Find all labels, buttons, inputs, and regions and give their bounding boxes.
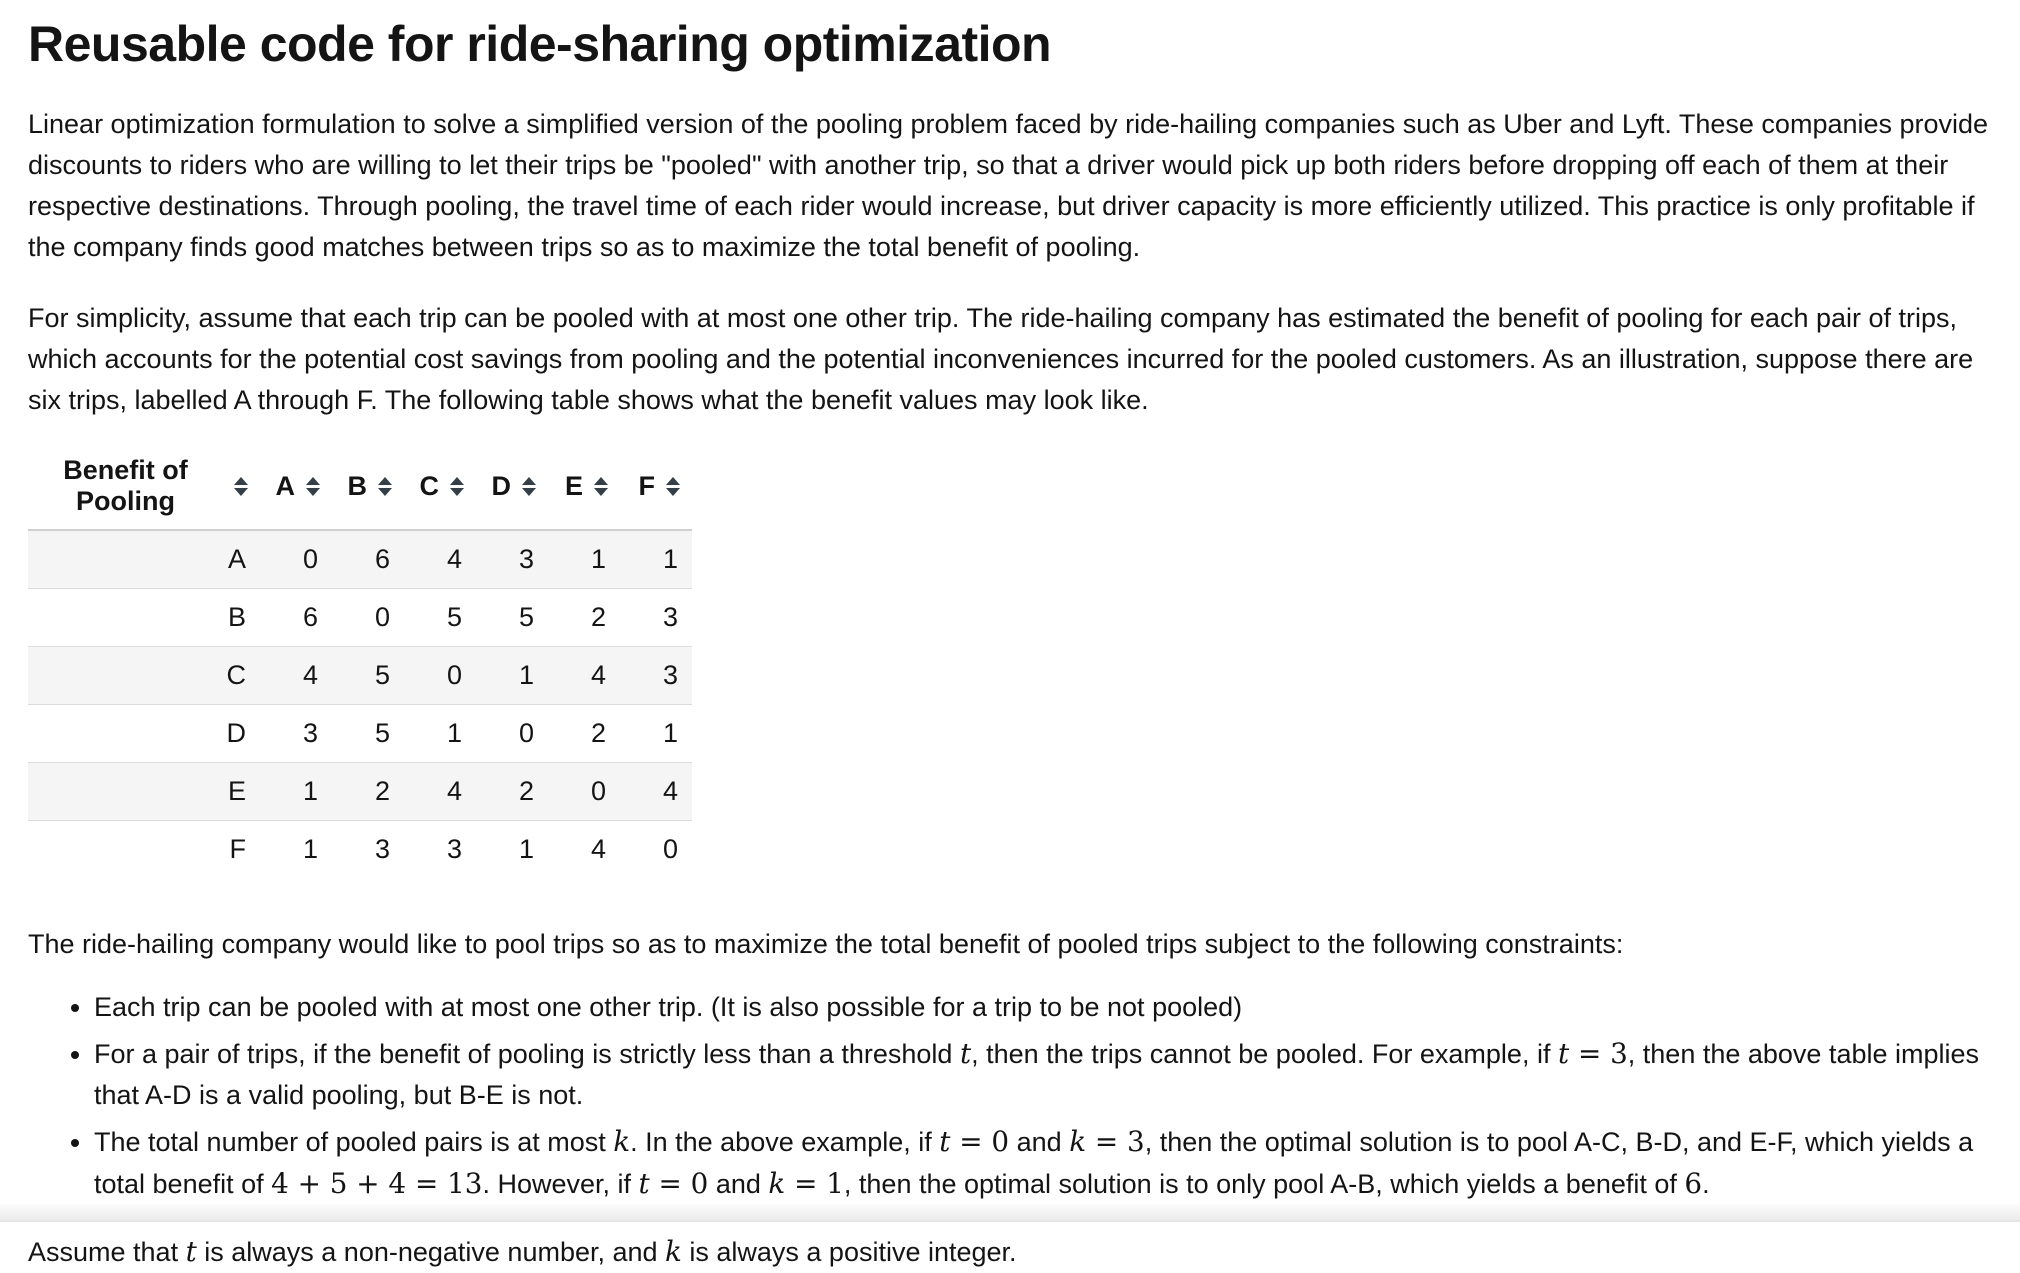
column-label: E <box>564 470 583 501</box>
sort-updown-icon[interactable] <box>450 477 464 496</box>
row-label: B <box>28 589 260 647</box>
text-segment: . In the above example, if <box>630 1127 940 1157</box>
math-expression: 6 <box>1684 1167 1703 1200</box>
table-cell: 3 <box>620 589 692 647</box>
column-header-e[interactable] <box>548 451 620 530</box>
column-label: D <box>491 470 511 501</box>
constraint-item-pair-limit <box>94 1121 1992 1205</box>
sort-updown-icon[interactable] <box>306 477 320 496</box>
text-segment: , then the above table implies that A-D is a valid pooling, but B-E is not. <box>94 1039 1980 1110</box>
math-var-k: k <box>1069 1125 1087 1158</box>
sort-updown-icon[interactable] <box>522 477 536 496</box>
table-corner-label: Benefit of Pooling <box>63 455 188 516</box>
setup-paragraph: For simplicity, assume that each trip can be pooled with at most one other trip. The ride-hailing company has estimated the benefit of pooling for each pair of trips, which accounts for the potential cost savings from pooling and the potential inconveniences incurred for the pooled customers. As an illustration, suppose there are six trips, labelled A through F. The following table shows what the benefit values may look like. <box>28 303 1974 415</box>
intro-paragraph: Linear optimization formulation to solve a simplified version of the pooling problem faced by ride-hailing companies such as Uber and Lyft. These companies provide discounts to riders who are willing to let their trips be "pooled" with another trip, so that a driver would pick up both riders before dropping off each of them at their respective destinations. Through pooling, the travel time of each rider would increase, but driver capacity is more efficiently utilized. This practice is only profitable if the company finds good matches between trips so as to maximize the total benefit of pooling. <box>28 109 1989 262</box>
math-var-t: t <box>1557 1037 1570 1070</box>
math-expression: = 1 <box>785 1167 844 1200</box>
column-header-benefit-of-pooling[interactable] <box>28 451 260 530</box>
text-segment: For a pair of trips, if the benefit of pooling is strictly less than a threshold <box>94 1039 960 1069</box>
table-cell: 3 <box>518 544 534 574</box>
math-expression: = 0 <box>649 1167 709 1200</box>
math-var-k: k <box>613 1125 631 1158</box>
table-cell: 0 <box>476 705 548 763</box>
column-header-b[interactable] <box>332 451 404 530</box>
problem-statement-page <box>0 14 2020 1273</box>
math-var-t: t <box>939 1125 951 1158</box>
table-cell: 2 <box>548 705 620 763</box>
table-cell: 1 <box>476 647 548 705</box>
sort-updown-icon[interactable] <box>594 477 608 496</box>
row-label: F <box>28 821 260 879</box>
table-cell: 4 <box>404 763 476 821</box>
table-cell: 4 <box>620 763 692 821</box>
table-cell: 6 <box>374 544 390 574</box>
text-segment: and <box>708 1169 769 1199</box>
table-cell: 0 <box>404 647 476 705</box>
table-cell: 3 <box>332 821 404 879</box>
constraints-list <box>28 987 1992 1205</box>
text-segment: Each trip can be pooled with at most one other trip. (It is also possible for a trip to be not pooled) <box>94 992 1243 1022</box>
table-cell: 6 <box>260 589 332 647</box>
column-header-d[interactable] <box>476 451 548 530</box>
math-expression: 4 + 5 + 4 = 13 <box>271 1167 483 1200</box>
math-var-k: k <box>768 1167 786 1200</box>
table-cell: 1 <box>620 705 692 763</box>
text-segment: is always a positive integer. <box>681 1237 1017 1267</box>
table-cell: 5 <box>332 647 404 705</box>
bottom-scroll-edge <box>0 1204 2020 1222</box>
row-label: C <box>28 647 260 705</box>
table-row-b <box>28 589 692 647</box>
table-cell: 1 <box>260 821 332 879</box>
column-label: B <box>347 470 367 501</box>
column-label: F <box>638 470 655 501</box>
row-label: A <box>227 544 246 574</box>
constraint-item-at-most-one <box>94 987 1992 1028</box>
row-label: E <box>28 763 260 821</box>
constraint-item-threshold <box>94 1033 1992 1116</box>
table-cell: 1 <box>260 763 332 821</box>
text-segment: Assume that <box>28 1237 186 1267</box>
sort-updown-icon[interactable] <box>666 477 680 496</box>
math-var-t: t <box>185 1235 197 1268</box>
table-cell: 3 <box>404 821 476 879</box>
math-expression: = 0 <box>950 1125 1010 1158</box>
table-row-f <box>28 821 692 879</box>
sort-updown-icon[interactable] <box>378 477 392 496</box>
text-segment: , then the optimal solution is to only pool A-B, which yields a benefit of <box>843 1169 1685 1199</box>
math-var-t: t <box>638 1167 650 1200</box>
table-header-row <box>28 451 692 530</box>
table-row-a <box>28 530 692 589</box>
table-cell: 1 <box>476 821 548 879</box>
column-label: C <box>419 470 439 501</box>
column-label: A <box>275 470 295 501</box>
table-cell: 1 <box>662 544 678 574</box>
table-cell: 4 <box>260 647 332 705</box>
column-header-a[interactable] <box>260 451 332 530</box>
text-segment: , then the optimal solution is to pool A-C, B-D, and E-F, which yields a total benefit of <box>94 1127 1974 1199</box>
table-cell: 5 <box>476 589 548 647</box>
table-cell: 3 <box>260 705 332 763</box>
table-cell: 2 <box>332 763 404 821</box>
table-cell: 0 <box>548 763 620 821</box>
constraints-intro-paragraph: The ride-hailing company would like to pool trips so as to maximize the total benefit of pooled trips subject to the following constraints: <box>28 929 1624 959</box>
table-row-d <box>28 705 692 763</box>
math-expression: = 3 <box>1569 1037 1628 1070</box>
table-cell: 3 <box>620 647 692 705</box>
benefit-of-pooling-table <box>28 451 692 878</box>
table-cell: 4 <box>548 821 620 879</box>
text-segment: , then the trips cannot be pooled. For example, if <box>971 1039 1558 1069</box>
column-header-f[interactable] <box>620 451 692 530</box>
table-cell: 5 <box>332 705 404 763</box>
text-segment: . <box>1702 1169 1710 1199</box>
math-var-k: k <box>665 1235 682 1268</box>
table-cell: 0 <box>332 589 404 647</box>
table-cell: 0 <box>302 544 318 574</box>
row-label: D <box>28 705 260 763</box>
table-row-c <box>28 647 692 705</box>
table-cell: 2 <box>548 589 620 647</box>
table-cell: 1 <box>590 544 606 574</box>
column-header-c[interactable] <box>404 451 476 530</box>
text-segment: and <box>1009 1127 1070 1157</box>
page-title: Reusable code for ride-sharing optimization <box>28 16 1052 72</box>
sort-updown-icon[interactable] <box>234 477 248 496</box>
table-row-e <box>28 763 692 821</box>
table-cell: 0 <box>620 821 692 879</box>
text-segment: . However, if <box>482 1169 639 1199</box>
table-cell: 5 <box>404 589 476 647</box>
table-cell: 1 <box>404 705 476 763</box>
text-segment: The total number of pooled pairs is at most <box>94 1127 614 1157</box>
math-var-t: t <box>959 1037 972 1070</box>
table-cell: 4 <box>548 647 620 705</box>
table-cell: 2 <box>476 763 548 821</box>
text-segment: is always a non-negative number, and <box>196 1237 666 1267</box>
assumption-paragraph <box>28 1231 1992 1273</box>
table-cell: 4 <box>446 544 462 574</box>
math-expression: = 3 <box>1086 1125 1145 1158</box>
